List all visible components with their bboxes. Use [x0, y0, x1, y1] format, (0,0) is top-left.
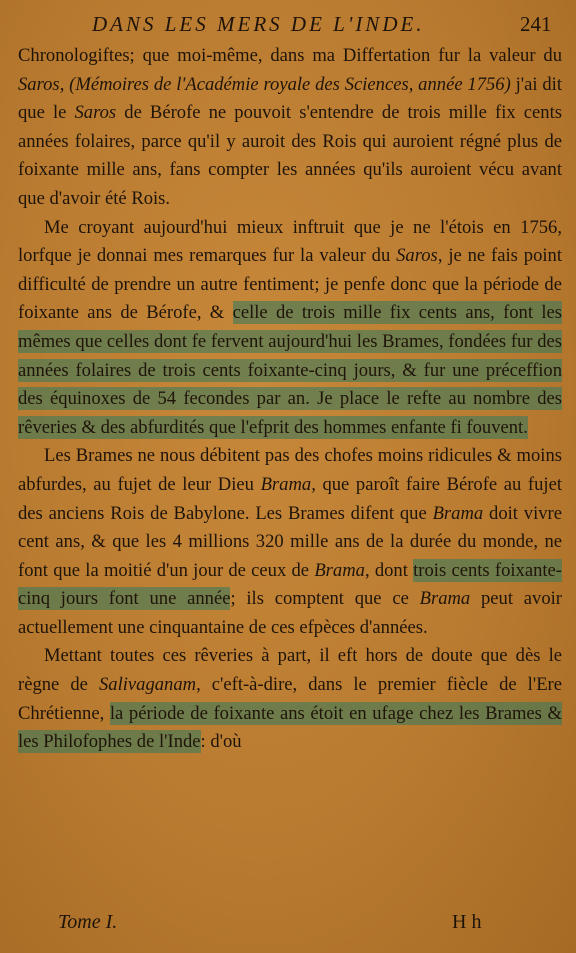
text-run: de Bérofe ne pouvoit s'entendre de trois mille fix cents années folaires, parce qu'il y auroit des Rois qui auroient régné plus de foixante mille ans, fans compter les années qu'ils auroient vécu avant que d'avoir été Rois.	[18, 102, 563, 209]
body-text	[18, 42, 562, 757]
italic-term: Saros	[18, 73, 60, 95]
italic-term: Brama	[419, 588, 471, 610]
highlighted-passage: la période de foixante ans étoit en ufage chez les Brames & les Philofophes de l'Inde	[18, 702, 563, 753]
paragraph	[18, 42, 562, 214]
text-run: doit vivre cent ans, & que les 4 millions 320 mille ans de la durée du monde, ne font que la moitié d'un jour de ceux de	[18, 502, 563, 581]
running-head	[0, 8, 576, 44]
text-run: Me croyant aujourd'hui mieux inftruit que je ne l'étois en 1756, lorfque je donnai mes remarques fur la valeur du	[18, 216, 562, 267]
quire-signature: H h	[452, 911, 482, 933]
italic-term: Saros	[74, 102, 117, 124]
text-run: peut avoir actuellement une cinquantaine de ces efpèces d'années.	[18, 588, 562, 638]
highlighted-passage: trois cents foixante-cinq jours font une année	[18, 559, 562, 610]
text-run: Mettant toutes ces rêveries à part, il eft hors de doute que dès le règne de	[18, 645, 562, 696]
paragraph	[18, 214, 562, 443]
text-run: : d'où	[200, 731, 242, 753]
highlighted-passage: celle de trois mille fix cents ans, font les mêmes que celles dont fe fervent aujourd'hui les Brames, fondées fur des années folaires de trois cents foixante-cinq jours, & fur une préceffion des équinoxes de 54 fecondes par an. Je place le refte au nombre des rêveries & des abfurdités que l'efprit des hommes enfante fi fouvent.	[18, 302, 563, 438]
text-run: , c'eft-à-dire, dans le premier fiècle de l'Ere Chrétienne,	[18, 674, 563, 724]
italic-term: Brama	[432, 502, 484, 524]
text-run: ; ils comptent que ce	[230, 588, 420, 610]
text-run: Les Brames ne nous débitent pas des chofes moins ridicules & moins abfurdes, au fujet de leur Dieu	[18, 445, 562, 495]
page-footer	[0, 911, 576, 941]
text-run: j'ai dit que le	[18, 73, 562, 124]
italic-term: Brama	[314, 559, 365, 581]
text-run: , dont	[364, 559, 414, 581]
italic-term: (Mémoires de l'Académie royale des Sciences, année 1756)	[69, 73, 511, 95]
text-run: Chronologiftes; que moi-même, dans ma Differtation fur la valeur du	[18, 45, 562, 66]
paragraph	[18, 442, 562, 642]
volume-signature: Tome I.	[58, 911, 118, 933]
paragraph	[18, 642, 562, 756]
page-number: 241	[520, 12, 552, 36]
italic-term: Brama,	[260, 473, 316, 495]
text-run: , je ne fais point difficulté de prendre un autre fentiment; je penfe donc que la période de foixante ans de Bérofe, &	[18, 245, 562, 324]
running-head-title: DANS LES MERS DE L'INDE.	[92, 12, 425, 36]
text-run: que paroît faire Bérofe au fujet des anciens Rois de Babylone. Les Brames difent que	[18, 473, 563, 524]
italic-term: Saros	[396, 245, 438, 267]
italic-term: Salivaganam	[98, 674, 197, 696]
text-run: ,	[59, 73, 70, 95]
